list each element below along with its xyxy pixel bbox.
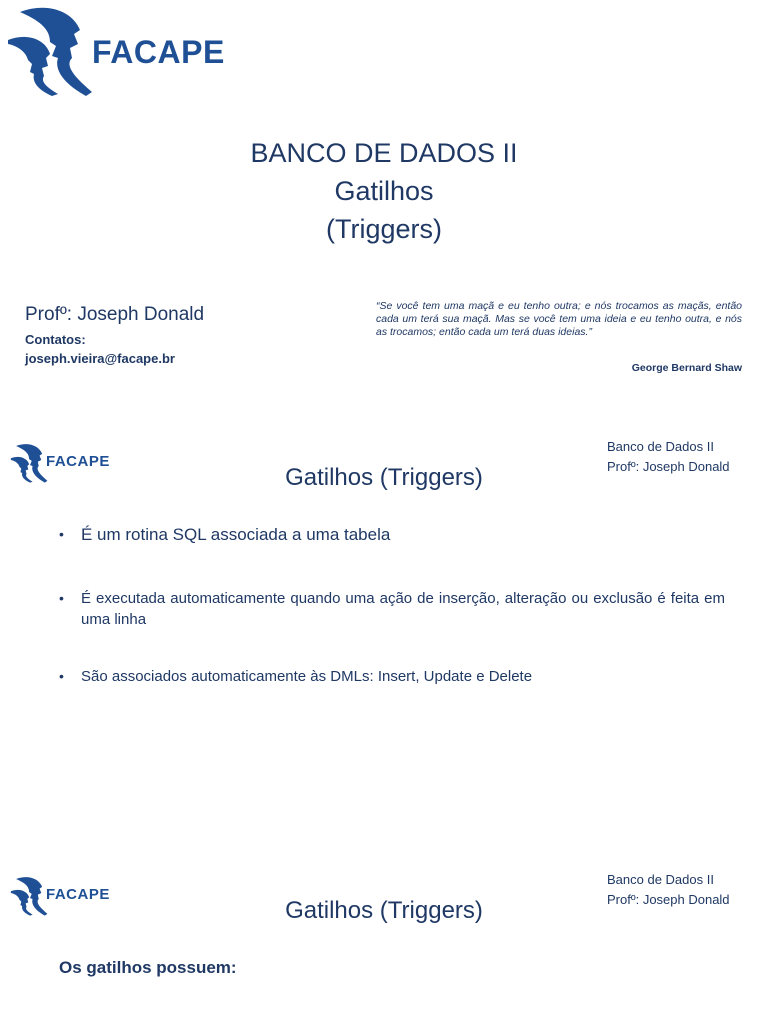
facape-logo bbox=[6, 4, 256, 100]
header-professor: Profº: Joseph Donald bbox=[607, 892, 730, 907]
professor-name: Profº: Joseph Donald bbox=[25, 304, 205, 325]
slide-title: Gatilhos (Triggers) bbox=[285, 897, 483, 924]
quote-text: “Se você tem uma maçã e eu tenho outra; e nós trocamos as maçãs, então cada um terá sua maçã. Mas se você tem uma ideia e eu tenho outra, e nós as trocamos; então cada um terá duas ideias.” bbox=[376, 300, 742, 338]
header-course: Banco de Dados II bbox=[607, 872, 714, 887]
title-line-3: (Triggers) bbox=[325, 214, 442, 244]
bullet-text: É executada automaticamente quando uma ação de inserção, alteração ou exclusão é feita em uma linha bbox=[81, 590, 725, 628]
bullet-dot: • bbox=[59, 668, 64, 684]
slide-title: Gatilhos (Triggers) bbox=[285, 464, 483, 491]
logo-text: FACAPE bbox=[46, 886, 110, 903]
contact-email: joseph.vieira@facape.br bbox=[25, 351, 175, 366]
slide-title bbox=[0, 134, 768, 248]
contacts-label: Contatos: bbox=[25, 332, 86, 347]
title-line-1: BANCO DE DADOS II bbox=[250, 138, 518, 168]
logo-text: FACAPE bbox=[46, 453, 110, 470]
bullet-text: São associados automaticamente às DMLs: Insert, Update e Delete bbox=[81, 668, 533, 685]
facape-faces-icon bbox=[6, 4, 98, 98]
bullet-dot: • bbox=[59, 590, 64, 606]
header-professor: Profº: Joseph Donald bbox=[607, 459, 730, 474]
bullet-dot: • bbox=[59, 526, 64, 542]
logo-text: FACAPE bbox=[92, 34, 225, 70]
title-line-2: Gatilhos bbox=[334, 176, 434, 206]
bullet-item bbox=[59, 588, 725, 630]
quote-author: George Bernard Shaw bbox=[631, 362, 742, 374]
bullet-text: É um rotina SQL associada a uma tabela bbox=[81, 525, 391, 544]
subheading: Os gatilhos possuem: bbox=[59, 958, 237, 977]
header-course: Banco de Dados II bbox=[607, 439, 714, 454]
bullet-item bbox=[59, 666, 725, 687]
bullet-item bbox=[59, 524, 725, 545]
